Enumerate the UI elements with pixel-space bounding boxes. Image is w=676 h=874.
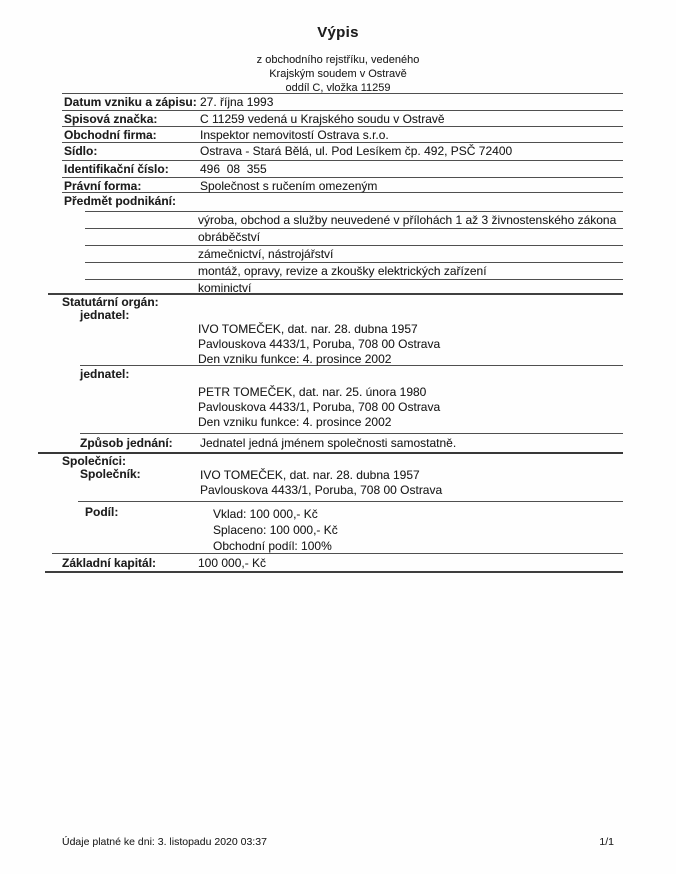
sub-label: Podíl: — [85, 505, 119, 519]
section-row-spolecnici — [38, 452, 623, 466]
sub-row-spolecnik — [80, 466, 623, 501]
person-function-date: Den vzniku funkce: 4. prosince 2002 — [198, 415, 392, 429]
predmet-item — [85, 245, 623, 262]
predmet-item-text: kominictví — [198, 281, 252, 295]
podil-details — [213, 506, 338, 554]
predmet-item — [85, 211, 623, 228]
person-address: Pavlouskova 4433/1, Poruba, 708 00 Ostrava — [200, 483, 443, 497]
footer-valid-date: Údaje platné ke dni: 3. listopadu 2020 03:37 — [62, 836, 267, 848]
sub-label: jednatel: — [80, 367, 130, 381]
field-value: 100 000,- Kč — [198, 556, 267, 570]
field-label: Obchodní firma: — [64, 128, 157, 142]
field-row-spisova-znacka — [62, 110, 623, 126]
subtitle-line-2: Krajským soudem v Ostravě — [269, 68, 407, 80]
person-details — [198, 385, 440, 430]
sub-row-jednatel-2 — [80, 365, 623, 382]
podil-splaceno: Splaceno: 100 000,- Kč — [213, 523, 338, 537]
field-row-zpusob-jednani — [80, 433, 623, 452]
field-value: Jednatel jedná jménem společnosti samostatně. — [200, 436, 457, 450]
field-row-sidlo — [62, 142, 623, 160]
field-label: Datum vzniku a zápisu: — [64, 95, 197, 109]
person-function-date: Den vzniku funkce: 4. prosince 2002 — [198, 352, 392, 366]
field-label: Základní kapitál: — [62, 556, 157, 570]
field-value: Inspektor nemovitostí Ostrava s.r.o. — [200, 128, 389, 142]
field-value: 27. října 1993 — [200, 95, 274, 109]
field-value: Společnost s ručením omezeným — [200, 179, 378, 193]
field-row-zakladni-kapital — [52, 553, 623, 571]
document-title: Výpis — [317, 24, 359, 41]
field-row-identifikacni-cislo — [62, 160, 623, 177]
person-name: PETR TOMEČEK, dat. nar. 25. února 1980 — [198, 385, 427, 399]
person-name: IVO TOMEČEK, dat. nar. 28. dubna 1957 — [200, 468, 420, 482]
section-row-predmet-podnikani — [62, 192, 623, 211]
field-label: Spisová značka: — [64, 112, 158, 126]
field-label: Způsob jednání: — [80, 436, 173, 450]
field-row-datum-vzniku — [62, 93, 623, 110]
sub-label: Společník: — [80, 467, 141, 481]
person-address: Pavlouskova 4433/1, Poruba, 708 00 Ostrava — [198, 400, 441, 414]
podil-obchodni-podil: Obchodní podíl: 100% — [213, 539, 332, 553]
document-header — [0, 0, 676, 95]
field-value: 496 08 355 — [200, 162, 267, 176]
field-row-obchodni-firma — [62, 126, 623, 142]
field-value: C 11259 vedená u Krajského soudu v Ostravě — [200, 112, 445, 126]
footer-page-number: 1/1 — [599, 836, 614, 848]
section-row-statutarni-organ — [48, 293, 623, 307]
section-label: Statutární orgán: — [62, 295, 159, 309]
field-label: Právní forma: — [64, 179, 142, 193]
register-table — [0, 93, 676, 573]
sub-label: jednatel: — [80, 308, 130, 322]
person-address: Pavlouskova 4433/1, Poruba, 708 00 Ostrava — [198, 337, 441, 351]
field-label: Identifikační číslo: — [64, 162, 169, 176]
subtitle-line-3: oddíl C, vložka 11259 — [285, 82, 391, 94]
field-row-pravni-forma — [62, 177, 623, 192]
person-name: IVO TOMEČEK, dat. nar. 28. dubna 1957 — [198, 322, 418, 336]
predmet-item — [85, 228, 623, 245]
predmet-item-text: montáž, opravy, revize a zkoušky elektrických zařízení — [198, 264, 487, 278]
person-block-jednatel-2 — [198, 382, 623, 433]
section-label: Společníci: — [62, 454, 127, 468]
predmet-item — [85, 262, 623, 279]
field-value: Ostrava - Stará Bělá, ul. Pod Lesíkem čp. 492, PSČ 72400 — [200, 144, 513, 158]
person-block-jednatel-1 — [198, 322, 623, 365]
document-subtitle — [0, 53, 676, 95]
podil-vklad: Vklad: 100 000,- Kč — [213, 507, 318, 521]
predmet-item-text: výroba, obchod a služby neuvedené v přílohách 1 až 3 živnostenského zákona — [198, 213, 617, 227]
predmet-item-text: zámečnictví, nástrojářství — [198, 247, 334, 261]
table-bottom-divider — [45, 571, 623, 573]
predmet-item-text: obráběčství — [198, 230, 261, 244]
person-details — [198, 322, 440, 367]
document-footer — [62, 836, 614, 848]
sub-row-podil — [78, 501, 623, 553]
sub-row-jednatel-1 — [80, 307, 623, 322]
section-label: Předmět podnikání: — [64, 194, 177, 208]
predmet-item — [85, 279, 623, 293]
field-label: Sídlo: — [64, 144, 98, 158]
subtitle-line-1: z obchodního rejstříku, vedeného — [256, 54, 420, 66]
person-details — [200, 468, 442, 498]
